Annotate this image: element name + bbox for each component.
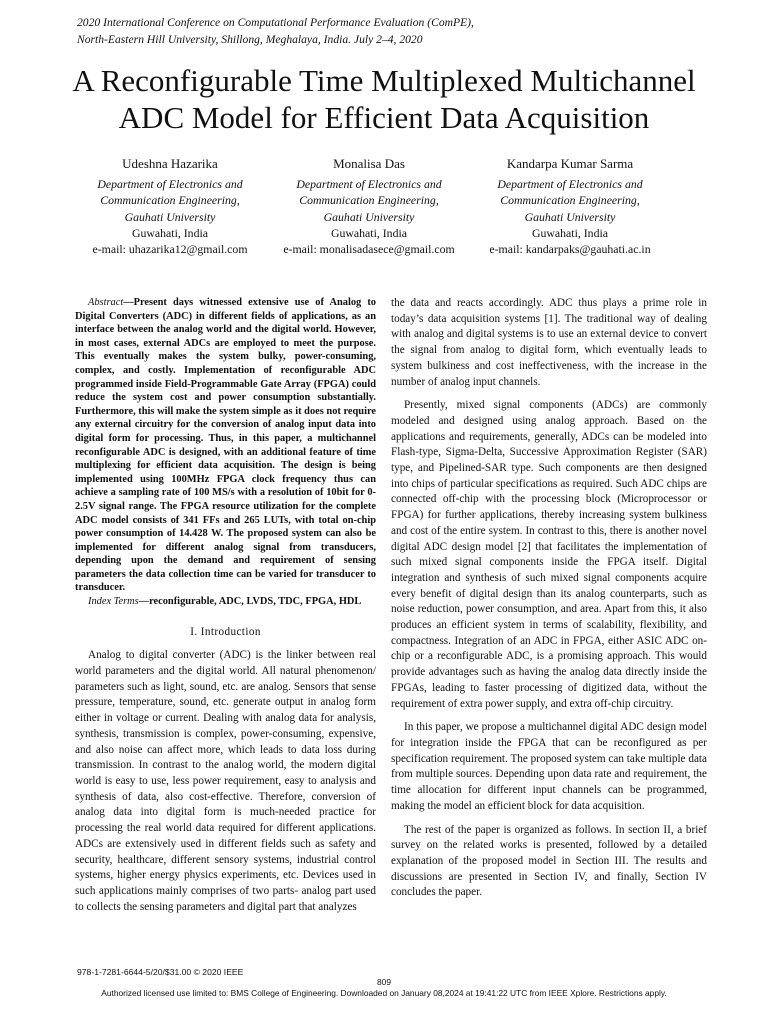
author-name: Udeshna Hazarika	[122, 156, 218, 171]
conference-line-1: 2020 International Conference on Computational Performance Evaluation (ComPE),	[77, 16, 474, 29]
author-university: Gauhati University	[124, 209, 216, 224]
author-city: Guwahati, India	[531, 225, 608, 240]
author-city: Guwahati, India	[131, 225, 208, 240]
abstract-label: Abstract	[88, 297, 124, 308]
right-column	[391, 296, 707, 901]
copyright-footer: 978-1-7281-6644-5/20/$31.00 © 2020 IEEE	[77, 967, 244, 977]
author-dept: Communication Engineering,	[299, 193, 439, 208]
author-block-2	[254, 155, 484, 257]
body-paragraph: the data and reacts accordingly. ADC thus plays a prime role in today’s data acquisition systems [1]. The traditional way of dealing with analog and digital systems is to use an external device to convert the signal from analog to digital form, which eventually leads to system bulkiness and cost ineffectiveness, with the increase in the number of analog input channels.	[391, 297, 707, 388]
index-terms-label: Index Terms	[88, 596, 139, 608]
index-terms	[75, 595, 376, 609]
title-line-2: ADC Model for Efficient Data Acquisition	[118, 100, 650, 135]
author-dept: Department of Electronics and	[97, 177, 243, 191]
author-name: Monalisa Das	[333, 156, 405, 171]
page-number: 809	[377, 977, 391, 987]
author-university: Gauhati University	[524, 209, 616, 224]
author-email[interactable]: e-mail: kandarpaks@gauhati.ac.in	[489, 242, 651, 257]
abstract	[75, 296, 376, 595]
abstract-text: —Present days witnessed extensive use of Analog to Digital Converters (ADC) in different fields of applications, as an interface between the analog world and the digital world. However, in most cases, external ADCs are employed to meet the purpose. This eventually makes the system bulky, power-consuming, complex, and costly. Implementation of reconfigurable ADC programmed inside Field-Programmable Gate Array (FPGA) could reduce the system cost and power consumption substantially. Furthermore, this will make the system simple as it does not require any external circuitry for the conversion of analog input data into digital form for processing. Thus, in this paper, a multichannel reconfigurable ADC is designed, with an additional feature of time multiplexing for efficient data acquisition. The design is being implemented using 100MHz FPGA clock frequency thus can achieve a sampling rate of 100 MS/s with a resolution of 10bit for 0-2.5V signal range. The FPGA resource utilization for the complete ADC model consists of 341 FFs and 265 LUTs, with total on-chip power consumption of 14.428 W. The proposed system can also be implemented for different analog signal from transducers, depending upon the demand and requirement of sensing parameters the data collection time can be varied for transducer to transducer.	[75, 297, 376, 594]
author-dept: Communication Engineering,	[100, 193, 240, 208]
author-block-3	[455, 155, 685, 257]
body-paragraph: In this paper, we propose a multichannel digital ADC design model for integration inside the FPGA that can be reconfigured as per specification requirement. The proposed system can take multiple data from multiple sources. Depending upon data rate and requirement, the time allocation for different input channels can be programmed, making the model an efficient block for data acquisition.	[391, 721, 707, 812]
title-line-1: A Reconfigurable Time Multiplexed Multichannel	[72, 63, 696, 98]
body-paragraph: The rest of the paper is organized as follows. In section II, a brief survey on the related works is presented, followed by a detailed explanation of the proposed model in Section III. The results and discussions are presented in Section IV, and finally, Section IV concludes the paper.	[391, 823, 707, 899]
author-email[interactable]: e-mail: monalisadasece@gmail.com	[283, 242, 455, 257]
paper-title	[0, 62, 768, 136]
author-dept: Communication Engineering,	[500, 193, 640, 208]
author-email[interactable]: e-mail: uhazarika12@gmail.com	[92, 242, 248, 257]
author-block-1	[55, 155, 285, 257]
section-heading: I. Introduction	[190, 625, 261, 638]
left-column	[75, 296, 376, 915]
index-terms-text: —reconfigurable, ADC, LVDS, TDC, FPGA, HDL	[138, 596, 362, 608]
conference-header	[77, 14, 474, 48]
license-notice: Authorized licensed use limited to: BMS College of Engineering. Downloaded on January 08,2024 at 19:41:22 UTC from IEEE Xplore. Restrictions apply.	[101, 988, 667, 998]
body-paragraph: Presently, mixed signal components (ADCs) are commonly modeled and designed using analog approach. Based on the applications and requirements, generally, ADCs can be modeled into Flash-type, Sigma-Delta, Successive Approximation Register (SAR) type, and Pipelined-SAR type. Such components are then designed into chips of particular specifications as required. Such ADC chips are connected off-chip with the processing block (Microprocessor or FPGA) for further applications, thereby increasing system bulkiness and cost of the entire system. In contrast to this, there is another novel digital ADC design model [2] that facilitates the implementation of such mixed signal components inside the FPGA itself. Digital integration and synthesis of such mixed signal components acquire every benefit of digital design than its analog counterparts, such as noise reduction, power consumption, and area. Apart from this, it also produces an efficient system in terms of scalability, flexibility, and compactness. Integration of an ADC in FPGA, either ASIC ADC on-chip or a reconfigurable ADC, is a promising approach. This would provide advantages such as having the analog data directly inside the FPGAs, leading to faster processing of digitized data, without the requirement of extra power supply, and extra off-chip circuitry.	[391, 399, 707, 710]
body-paragraph: Analog to digital converter (ADC) is the linker between real world parameters and the digital world. All natural phenomenon/ parameters such as light, sound, etc. are analog. Sensors that sense pressure, temperature, sound, etc. generate output in analog form either in voltage or current. Dealing with analog data for analysis, synthesis, transmission is complex, power-consuming, expensive, and also noise can affect more, which leads to data loss during transmission. In contrast to the analog world, the modern digital world is easy to use, less power requirement, easy to analysis and synthesis of data, also cost-effective. Therefore, conversion of analog data into digital form is much-needed practice for processing the real world data required for different applications. ADCs are extensively used in different fields such as safety and security, healthcare, different sensory systems, industrial control systems, higher energy physics experiments, etc. Devices used in such applications mainly comprises of two parts- analog part used to collects the sensing parameters and digital part that analyzes	[75, 649, 376, 913]
author-dept: Department of Electronics and	[296, 177, 442, 191]
author-dept: Department of Electronics and	[497, 177, 643, 191]
author-university: Gauhati University	[323, 209, 415, 224]
conference-line-2: North-Eastern Hill University, Shillong, Meghalaya, India. July 2–4, 2020	[77, 33, 423, 46]
author-name: Kandarpa Kumar Sarma	[506, 156, 634, 171]
author-city: Guwahati, India	[330, 225, 407, 240]
